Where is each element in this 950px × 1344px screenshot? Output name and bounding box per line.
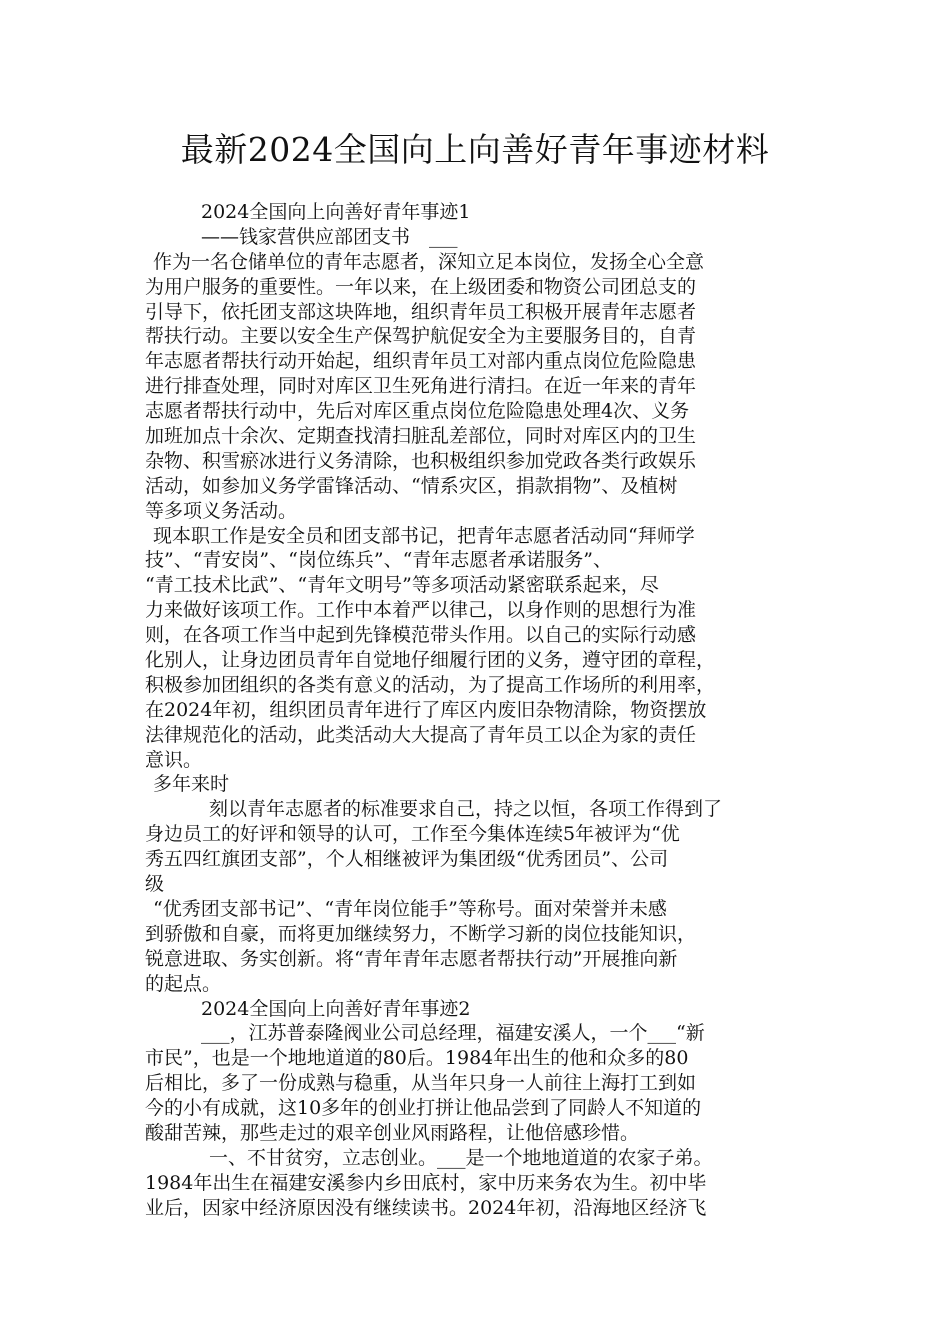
text-line: 到骄傲和自豪，而将更加继续努力，不断学习新的岗位技能知识， bbox=[145, 922, 697, 945]
text-line: 积极参加团组织的各类有意义的活动，为了提高工作场所的利用率， bbox=[145, 673, 716, 696]
text-line: 级 bbox=[145, 873, 165, 896]
text-line: ——钱家营供应部团支书 ___ bbox=[201, 225, 458, 248]
text-line: 酸甜苦辣，那些走过的艰辛创业风雨路程，让他倍感珍惜。 bbox=[145, 1121, 640, 1144]
text-line: 多年来时 bbox=[153, 773, 230, 796]
text-line: 志愿者帮扶行动中，先后对库区重点岗位危险隐患处理4次、义务 bbox=[145, 400, 690, 423]
text-line: 作为一名仓储单位的青年志愿者，深知立足本岗位，发扬全心全意 bbox=[153, 250, 705, 273]
text-line: 秀五四红旗团支部”，个人相继被评为集团级“优秀团员”、公司 bbox=[145, 848, 669, 871]
text-line: 刻以青年志愿者的标准要求自己，持之以恒，各项工作得到了 bbox=[209, 798, 723, 821]
text-line: 2024全国向上向善好青年事迹2 bbox=[201, 997, 471, 1020]
text-line: “青工技术比武”、“青年文明号”等多项活动紧密联系起来，尽 bbox=[145, 574, 659, 597]
text-line: 1984年出生在福建安溪参内乡田底村，家中历来务农为生。初中毕 bbox=[145, 1171, 707, 1194]
text-line: 化别人，让身边团员青年自觉地仔细履行团的义务，遵守团的章程， bbox=[145, 649, 716, 672]
text-line: 活动，如参加义务学雷锋活动、“情系灾区，捐款捐物”、及植树 bbox=[145, 474, 678, 497]
text-line: 法律规范化的活动，此类活动大大提高了青年员工以企为家的责任 bbox=[145, 723, 697, 746]
text-line: 为用户服务的重要性。一年以来，在上级团委和物资公司团总支的 bbox=[145, 275, 697, 298]
text-line: 今的小有成就，这10多年的创业打拼让他品尝到了同龄人不知道的 bbox=[145, 1097, 702, 1120]
text-line: ___，江苏普泰隆阀业公司总经理，福建安溪人，一个___“新 bbox=[201, 1022, 705, 1045]
text-line: 意识。 bbox=[145, 748, 203, 771]
text-line: 进行排查处理，同时对库区卫生死角进行清扫。在近一年来的青年 bbox=[145, 375, 697, 398]
text-line: 锐意进取、务实创新。将“青年青年志愿者帮扶行动”开展推向新 bbox=[145, 947, 678, 970]
document-title: 最新2024全国向上向善好青年事迹材料 bbox=[180, 130, 770, 169]
text-line: 业后，因家中经济原因没有继续读书。2024年初，沿海地区经济飞 bbox=[145, 1196, 707, 1219]
text-line: 后相比，多了一份成熟与稳重，从当年只身一人前往上海打工到如 bbox=[145, 1072, 697, 1095]
text-line: 引导下，依托团支部这块阵地，组织青年员工积极开展青年志愿者 bbox=[145, 300, 697, 323]
document-body bbox=[145, 200, 835, 1221]
text-line: 帮扶行动。主要以安全生产保驾护航促安全为主要服务目的，自青 bbox=[145, 325, 697, 348]
text-line: 等多项义务活动。 bbox=[145, 499, 298, 522]
text-line: 2024全国向上向善好青年事迹1 bbox=[201, 201, 471, 223]
text-line: 市民”，也是一个地地道道的80后。1984年出生的他和众多的80 bbox=[145, 1047, 689, 1070]
text-line: 年志愿者帮扶行动开始起，组织青年员工对部内重点岗位危险隐患 bbox=[145, 350, 697, 373]
text-line: 则，在各项工作当中起到先锋模范带头作用。以自己的实际行动感 bbox=[145, 624, 697, 647]
text-line: 加班加点十余次、定期查找清扫脏乱差部位，同时对库区内的卫生 bbox=[145, 425, 697, 448]
text-line: 的起点。 bbox=[145, 972, 222, 995]
text-line: 杂物、积雪瘀冰进行义务清除，也积极组织参加党政各类行政娱乐 bbox=[145, 449, 697, 472]
text-line: 技”、“青安岗”、“岗位练兵”、“青年志愿者承诺服务”、 bbox=[145, 549, 612, 572]
text-line: 在2024年初，组织团员青年进行了库区内废旧杂物清除，物资摆放 bbox=[145, 698, 707, 721]
text-line: 力来做好该项工作。工作中本着严以律己，以身作则的思想行为准 bbox=[145, 599, 697, 622]
text-line: 身边员工的好评和领导的认可，工作至今集体连续5年被评为“优 bbox=[145, 823, 680, 846]
text-line: 现本职工作是安全员和团支部书记，把青年志愿者活动同“拜师学 bbox=[153, 524, 695, 547]
text-line: “优秀团支部书记”、“青年岗位能手”等称号。面对荣誉并未感 bbox=[153, 897, 667, 920]
text-line: 一、不甘贫穷，立志创业。___是一个地地道道的农家子弟。 bbox=[209, 1146, 713, 1169]
